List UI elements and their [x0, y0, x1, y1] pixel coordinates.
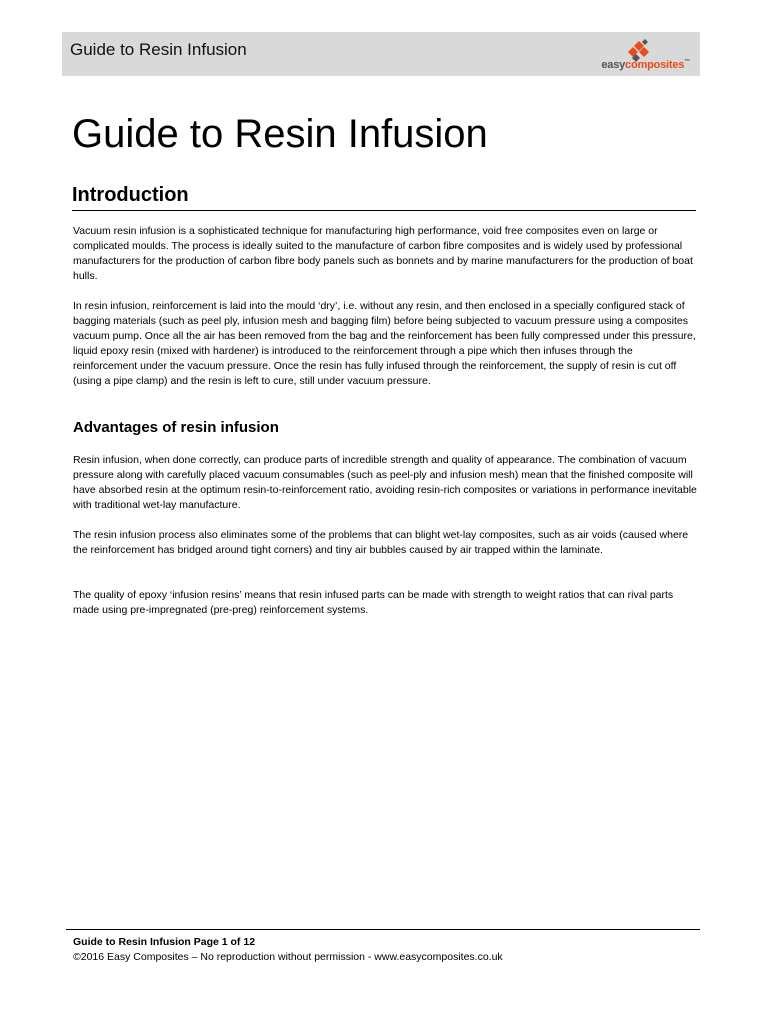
footer-page-label: Guide to Resin Infusion Page 1 of 12	[73, 936, 256, 948]
section-heading-introduction: Introduction	[72, 184, 696, 211]
advantages-paragraph-2: The resin infusion process also eliminates some of the problems that can blight wet-lay composites, such as air voids (caused where the reinforcement has bridged around tight corners) and tiny air bubbles caused by air trapped within the laminate.	[73, 529, 689, 556]
logo-wordmark-easy: easy	[601, 59, 626, 71]
advantages-paragraph-3: The quality of epoxy ‘infusion resins’ means that resin infused parts can be made with strength to weight ratios that can rival parts made using pre-impregnated (pre-preg) reinforcement systems.	[73, 589, 674, 616]
header-title: Guide to Resin Infusion	[70, 40, 247, 59]
intro-paragraph-1: Vacuum resin infusion is a sophisticated technique for manufacturing high performance, void free composites even on large or complicated moulds. The process is ideally suited to the manufacture of carbon fibre composites and is widely used by professional manufacturers for the production of carbon fibre body panels such as bonnets and by marine manufacturers for the production of boat hulls.	[73, 225, 693, 282]
logo-wordmark-composites: composites	[625, 59, 685, 71]
logo-trademark: ™	[684, 59, 690, 65]
document-title: Guide to Resin Infusion	[72, 112, 488, 156]
advantages-paragraph-1: Resin infusion, when done correctly, can produce parts of incredible strength and quality of appearance. The combination of vacuum pressure along with carefully placed vacuum consumables (such as peel-ply and infusion mesh) mean that the finished composite will have absorbed resin at the optimum resin-to-reinforcement ratio, avoiding resin-rich composites or variations in performance inevitable with traditional wet-lay manufacture.	[73, 454, 697, 511]
subheading-advantages: Advantages of resin infusion	[73, 419, 279, 436]
footer-divider	[66, 929, 700, 930]
logo-wordmark	[601, 59, 690, 71]
footer-copyright: ©2016 Easy Composites – No reproduction without permission - www.easycomposites.co.uk	[73, 951, 503, 963]
intro-paragraph-2: In resin infusion, reinforcement is laid into the mould ‘dry’, i.e. without any resin, and then enclosed in a specially configured stack of bagging materials (such as peel ply, infusion mesh and bagging film) before being subjected to vacuum pressure using a composites vacuum pump. Once all the air has been removed from the bag and the reinforcement has been fully compressed under this pressure, liquid epoxy resin (mixed with hardener) is introduced to the reinforcement through a pipe which then infuses through the reinforcement under the vacuum pressure. Once the resin has fully infused through the reinforcement, the supply of resin is cut off (using a pipe clamp) and the resin is left to cure, still under vacuum pressure.	[73, 300, 696, 387]
page-header	[62, 32, 700, 76]
brand-logo	[582, 34, 692, 74]
